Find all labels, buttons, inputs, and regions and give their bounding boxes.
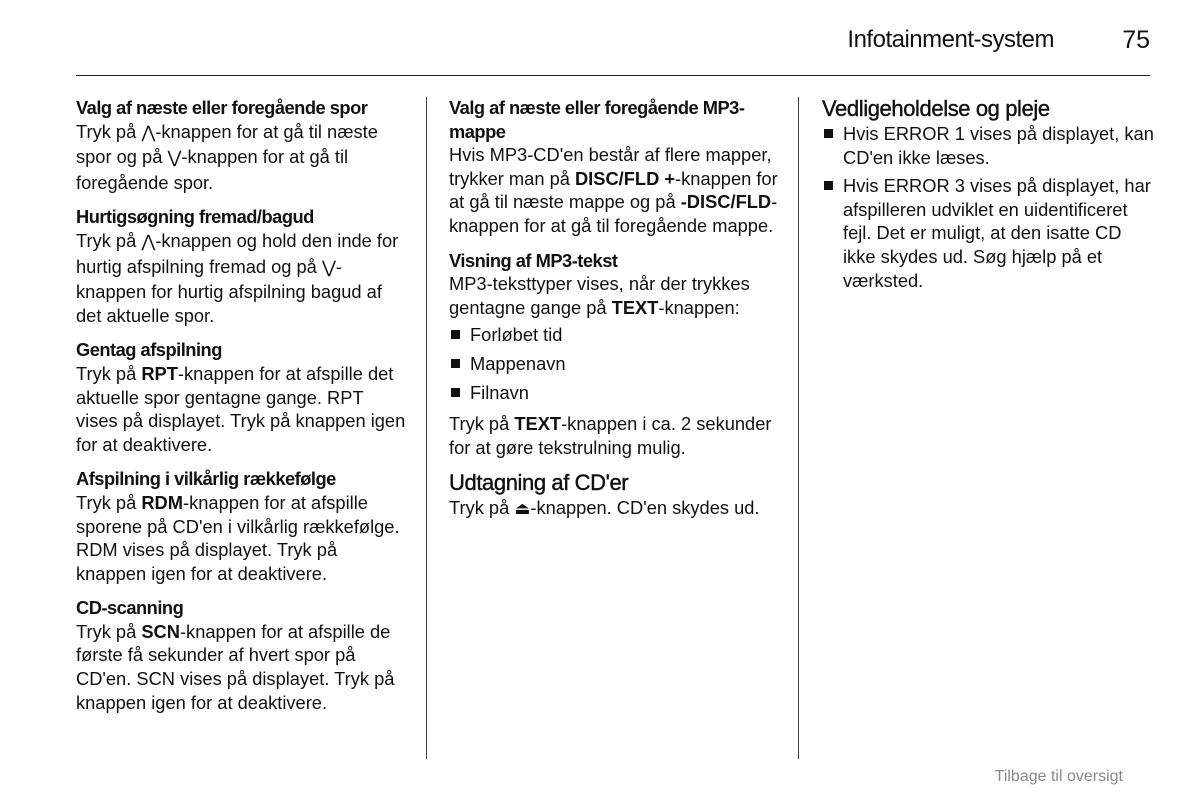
column-3 — [822, 96, 1154, 303]
button-name-disc-fld-plus: DISC/FLD + — [574, 167, 676, 189]
button-name-scn: SCN — [141, 620, 180, 642]
bullet-icon — [824, 129, 833, 138]
section-heading: Gentag afspilning — [76, 339, 222, 361]
text: MP3-teksttyper vises, når der trykkes gentagne gange på — [449, 273, 750, 318]
section-fast-search — [76, 205, 408, 327]
list-item — [449, 323, 779, 347]
column-divider-2 — [798, 97, 799, 759]
section-heading: Valg af næste eller foregående spor — [76, 97, 368, 118]
button-name-text: TEXT — [611, 296, 659, 318]
list-item — [822, 174, 1154, 292]
text: Tryk på — [76, 120, 142, 142]
list-item-text: Hvis ERROR 1 vises på displayet, kan CD'en ikke læses. — [843, 123, 1154, 168]
text: Tryk på — [449, 413, 515, 435]
column-1 — [76, 96, 408, 725]
list-item-text: Forløbet tid — [470, 324, 563, 346]
down-arrow-icon: ⋁ — [321, 257, 336, 278]
text: -knappen for at gå til næste spor og på — [76, 120, 378, 168]
text: -knappen for at gå til foregående spor. — [76, 146, 349, 193]
up-arrow-icon: ⋀ — [141, 231, 156, 252]
text: Hvis MP3-CD'en består af flere mapper, trykker man på — [449, 144, 772, 189]
up-arrow-icon: ⋀ — [141, 122, 156, 143]
paragraph — [76, 362, 408, 456]
text: Tryk på — [449, 497, 515, 519]
text: -knappen i ca. 2 sekunder for at gøre tekstrulning mulig. — [449, 413, 772, 458]
paragraph — [449, 143, 779, 237]
text: -knappen for at afspille sporene på CD'en i vilkårlig rækkefølge. RDM vises på displayet. Tryk på knappen igen for at deaktivere. — [76, 491, 400, 584]
maintenance-list — [822, 122, 1154, 292]
text: -knappen for at gå til foregående mappe. — [449, 191, 778, 236]
text: Tryk på — [76, 491, 142, 513]
section-maintenance — [822, 96, 1154, 292]
text: Tryk på — [76, 362, 142, 384]
back-to-overview-link[interactable]: Tilbage til oversigt — [994, 768, 1123, 785]
list-item-text: Hvis ERROR 3 vises på displayet, har afspilleren udviklet en uidentificeret fejl. Det er muligt, at den isatte CD ikke skydes ud. Søg hjælp på et værksted. — [843, 175, 1151, 291]
section-next-prev-track — [76, 96, 408, 194]
section-cd-scanning — [76, 596, 408, 714]
button-name-rdm: RDM — [141, 491, 183, 513]
section-heading: Afspilning i vilkårlig rækkefølge — [76, 468, 336, 490]
bullet-icon — [451, 388, 460, 397]
section-mp3-text — [449, 249, 779, 460]
section-heading: Valg af næste eller foregående MP3-mappe — [449, 97, 745, 142]
header-divider — [76, 75, 1150, 76]
paragraph — [76, 229, 408, 327]
page-number: 75 — [1122, 26, 1150, 54]
button-name-rpt: RPT — [141, 362, 178, 384]
paragraph — [449, 412, 779, 459]
paragraph — [76, 620, 408, 714]
bullet-icon — [451, 359, 460, 368]
button-name-disc-fld-minus: -DISC/FLD — [680, 191, 772, 213]
text: -knappen. CD'en skydes ud. — [530, 497, 760, 519]
eject-icon: ⏏ — [514, 499, 531, 520]
section-heading: CD-scanning — [76, 597, 184, 619]
section-eject-cd — [449, 470, 779, 522]
bullet-icon — [451, 330, 460, 339]
list-item — [822, 122, 1154, 169]
paragraph — [76, 491, 408, 585]
list-item — [449, 352, 779, 376]
button-name-text: TEXT — [514, 413, 562, 435]
text: -knappen og hold den inde for hurtig afspilning fremad og på — [76, 229, 399, 277]
section-random — [76, 467, 408, 585]
section-repeat — [76, 338, 408, 456]
column-divider-1 — [426, 97, 427, 759]
text: Tryk på — [76, 620, 142, 642]
column-2 — [449, 96, 779, 533]
paragraph — [76, 120, 408, 195]
text-type-list — [449, 323, 779, 404]
text: -knappen for at afspille det aktuelle spor gentagne gange. RPT vises på displayet. Tryk på knappen igen for at deaktivere. — [76, 362, 406, 455]
section-heading: Udtagning af CD'er — [449, 470, 629, 496]
section-heading: Visning af MP3-tekst — [449, 249, 618, 271]
text: Tryk på — [76, 229, 142, 251]
paragraph — [449, 272, 779, 319]
list-item-text: Filnavn — [470, 381, 529, 403]
bullet-icon — [824, 181, 833, 190]
section-heading: Hurtigsøgning fremad/bagud — [76, 206, 314, 228]
list-item — [449, 381, 779, 405]
text: -knappen: — [658, 296, 740, 318]
text: -knappen for at afspille de første få sekunder af hvert spor på CD'en. SCN vises på displayet. Tryk på knappen igen for at deaktivere. — [76, 620, 395, 713]
text: -knappen for hurtig afspilning bagud af det aktuelle spor. — [76, 255, 382, 326]
paragraph — [449, 496, 779, 522]
section-mp3-folder — [449, 96, 779, 238]
page-title: Infotainment-system — [847, 26, 1054, 53]
text: -knappen for at gå til næste mappe og på — [449, 167, 778, 213]
down-arrow-icon: ⋁ — [167, 148, 182, 169]
list-item-text: Mappenavn — [470, 352, 566, 374]
section-heading: Vedligeholdelse og pleje — [822, 96, 1050, 121]
